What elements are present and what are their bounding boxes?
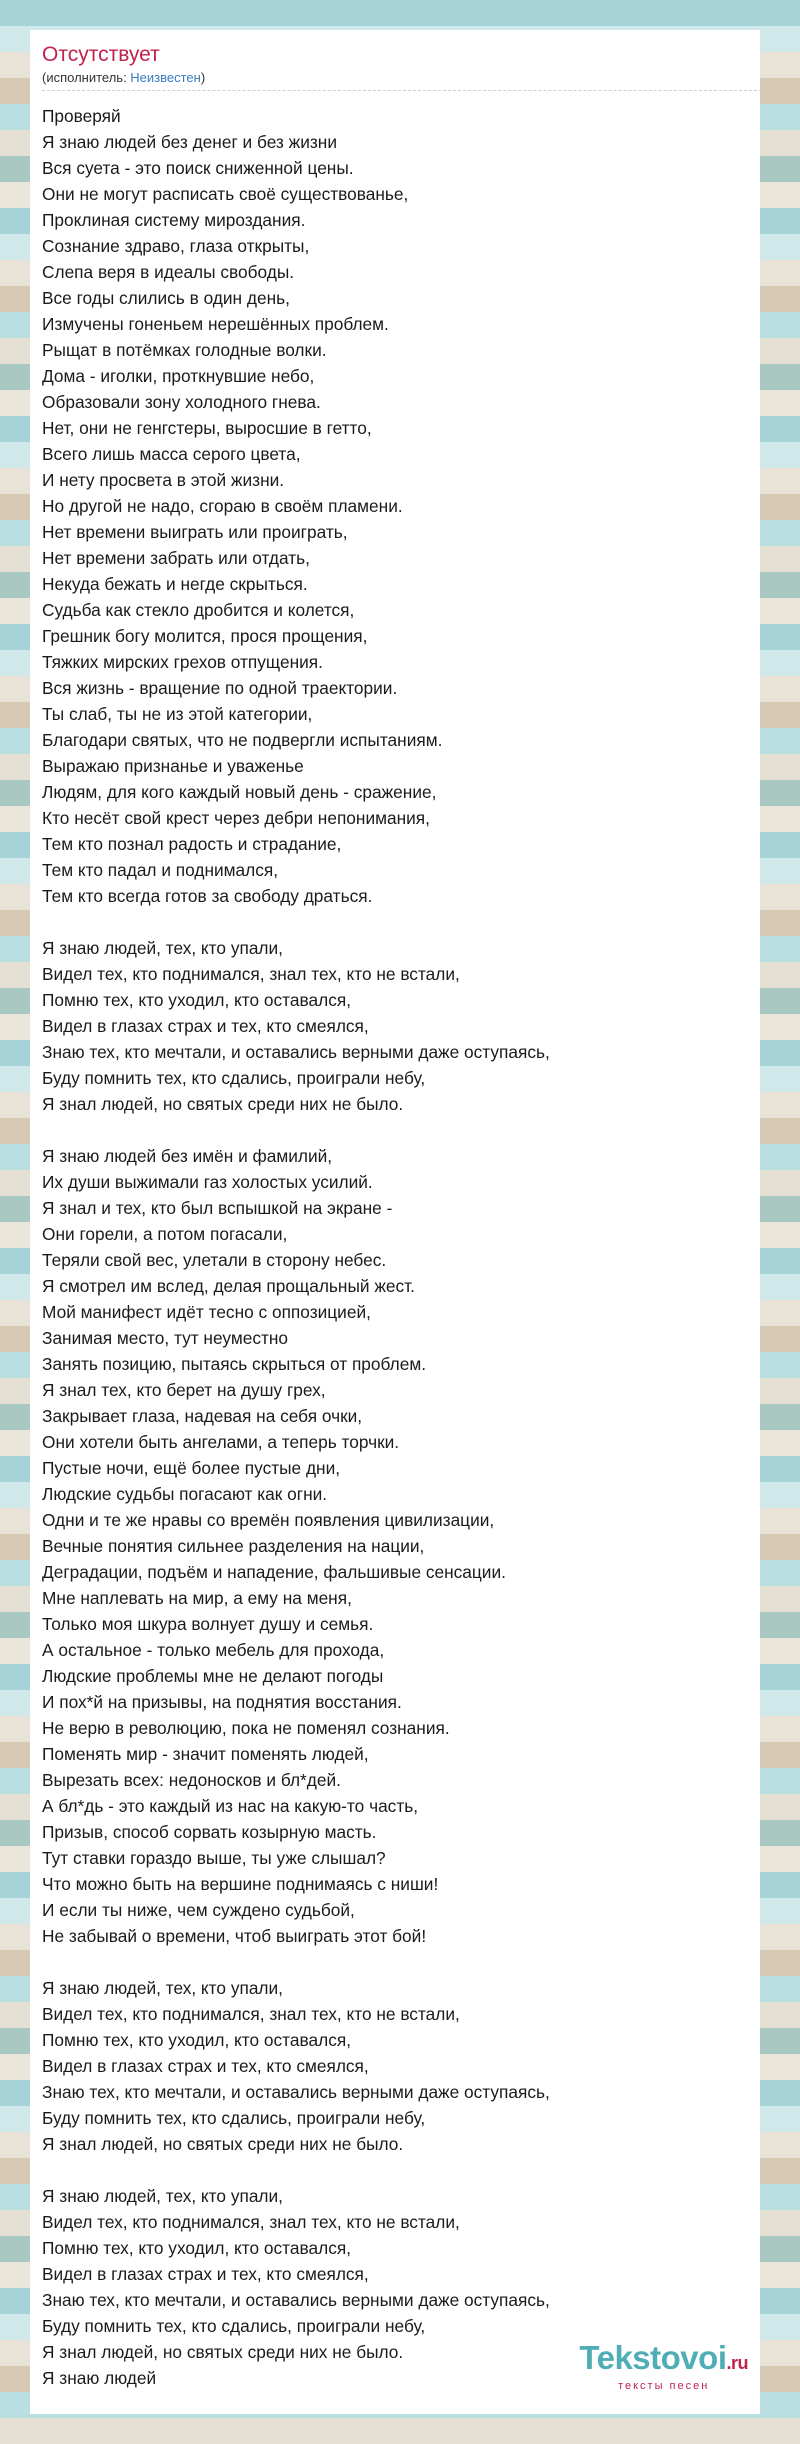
lyric-line: Я знаю людей, тех, кто упали, <box>42 1978 283 1998</box>
lyric-line: Видел тех, кто поднимался, знал тех, кто не встали, <box>42 2212 460 2232</box>
lyric-line: А бл*дь - это каждый из нас на какую-то часть, <box>42 1796 419 1816</box>
lyric-line: Не верю в революцию, пока не поменял сознания. <box>42 1718 450 1738</box>
lyric-line: Буду помнить тех, кто сдались, проиграли небу, <box>42 2316 426 2336</box>
lyric-line: Тем кто всегда готов за свободу драться. <box>42 886 373 906</box>
lyric-line: А остальное - только мебель для прохода, <box>42 1640 385 1660</box>
lyric-line: Проклиная систему мироздания. <box>42 210 306 230</box>
lyric-line: Измучены гоненьем нерешённых проблем. <box>42 314 389 334</box>
lyric-line: Все годы слились в один день, <box>42 288 290 308</box>
stanza-gap <box>42 1949 748 1975</box>
lyric-line: Людские судьбы погасают как огни. <box>42 1484 328 1504</box>
lyric-line: Что можно быть на вершине поднимаясь с ниши! <box>42 1874 439 1894</box>
lyric-line: Видел в глазах страх и тех, кто смеялся, <box>42 1016 369 1036</box>
lyric-line: Призыв, способ сорвать козырную масть. <box>42 1822 377 1842</box>
lyric-line: Я знаю людей, тех, кто упали, <box>42 938 283 958</box>
artist-suffix: ) <box>200 70 206 85</box>
lyric-line: Всего лишь масса серого цвета, <box>42 444 301 464</box>
header-divider <box>42 90 762 91</box>
lyric-line: Знаю тех, кто мечтали, и оставались верными даже оступаясь, <box>42 1042 550 1062</box>
artist-link[interactable]: Неизвестен <box>130 70 201 85</box>
lyric-line: Их души выжимали газ холостых усилий. <box>42 1172 373 1192</box>
lyric-line: Слепа веря в идеалы свободы. <box>42 262 295 282</box>
lyric-line: Вся суета - это поиск сниженной цены. <box>42 158 354 178</box>
lyric-line: Пустые ночи, ещё более пустые дни, <box>42 1458 341 1478</box>
lyric-line: Знаю тех, кто мечтали, и оставались верными даже оступаясь, <box>42 2082 550 2102</box>
logo-wordmark <box>579 2341 748 2380</box>
lyric-line: Нет времени выиграть или проиграть, <box>42 522 348 542</box>
lyric-line: Видел в глазах страх и тех, кто смеялся, <box>42 2264 369 2284</box>
lyric-line: Я знал людей, но святых среди них не было. <box>42 2134 404 2154</box>
lyric-line: Я знал людей, но святых среди них не было. <box>42 2342 404 2362</box>
lyric-line: Одни и те же нравы со времён появления цивилизации, <box>42 1510 495 1530</box>
site-logo[interactable] <box>579 2341 748 2392</box>
logo-tld: .ru <box>726 2353 748 2373</box>
lyric-line: Образовали зону холодного гнева. <box>42 392 321 412</box>
lyric-line: Но другой не надо, сгораю в своём пламени. <box>42 496 403 516</box>
lyric-line: Судьба как стекло дробится и колется, <box>42 600 355 620</box>
lyric-line: Помню тех, кто уходил, кто оставался, <box>42 2030 351 2050</box>
lyric-line: И пох*й на призывы, на поднятия восстания. <box>42 1692 402 1712</box>
lyric-line: Я знаю людей, тех, кто упали, <box>42 2186 283 2206</box>
stanza-gap <box>42 909 748 935</box>
lyric-line: Некуда бежать и негде скрыться. <box>42 574 308 594</box>
lyric-line: И если ты ниже, чем суждено судьбой, <box>42 1900 355 1920</box>
lyric-line: Буду помнить тех, кто сдались, проиграли небу, <box>42 1068 426 1088</box>
lyric-line: Занять позицию, пытаясь скрыться от проблем. <box>42 1354 427 1374</box>
lyric-line: Вся жизнь - вращение по одной траектории. <box>42 678 398 698</box>
lyric-line: Вырезать всех: недоносков и бл*дей. <box>42 1770 341 1790</box>
lyric-line: Вечные понятия сильнее разделения на нации, <box>42 1536 425 1556</box>
logo-brand: Tekstovoi <box>579 2339 727 2376</box>
lyric-line: Мне наплевать на мир, а ему на меня, <box>42 1588 352 1608</box>
lyrics-card <box>30 30 760 2414</box>
lyric-line: Я знал и тех, кто был вспышкой на экране - <box>42 1198 393 1218</box>
lyric-line: Помню тех, кто уходил, кто оставался, <box>42 2238 351 2258</box>
lyric-line: Выражаю признанье и уваженье <box>42 756 304 776</box>
lyric-line: Они хотели быть ангелами, а теперь торчки. <box>42 1432 400 1452</box>
lyric-line: Тем кто падал и поднимался, <box>42 860 279 880</box>
lyric-line: Сознание здраво, глаза открыты, <box>42 236 310 256</box>
lyric-line: Кто несёт свой крест через дебри непонимания, <box>42 808 430 828</box>
lyrics-body <box>42 103 748 2391</box>
lyric-line: Видел в глазах страх и тех, кто смеялся, <box>42 2056 369 2076</box>
lyric-line: Рыщат в потёмках голодные волки. <box>42 340 327 360</box>
lyric-line: Тяжких мирских грехов отпущения. <box>42 652 323 672</box>
lyric-line: Знаю тех, кто мечтали, и оставались верными даже оступаясь, <box>42 2290 550 2310</box>
lyric-line: Нет времени забрать или отдать, <box>42 548 310 568</box>
lyric-line: Грешник богу молится, прося прощения, <box>42 626 368 646</box>
lyric-line: Помню тех, кто уходил, кто оставался, <box>42 990 351 1010</box>
lyric-line: Поменять мир - значит поменять людей, <box>42 1744 369 1764</box>
lyric-line: Я смотрел им вслед, делая прощальный жест. <box>42 1276 415 1296</box>
logo-tagline: тексты песен <box>618 2380 710 2392</box>
lyric-line: Только моя шкура волнует душу и семья. <box>42 1614 374 1634</box>
lyric-line: Дома - иголки, проткнувшие небо, <box>42 366 315 386</box>
artist-line <box>42 69 748 87</box>
lyric-line: Буду помнить тех, кто сдались, проиграли небу, <box>42 2108 426 2128</box>
lyric-line: Закрывает глаза, надевая на себя очки, <box>42 1406 363 1426</box>
lyric-line: Мой манифест идёт тесно с оппозицией, <box>42 1302 371 1322</box>
song-title: Отсутствует <box>42 43 160 66</box>
lyric-line: Я знаю людей <box>42 2368 157 2388</box>
lyric-line: Я знаю людей без денег и без жизни <box>42 132 337 152</box>
lyric-line: Людям, для кого каждый новый день - сражение, <box>42 782 437 802</box>
lyric-line: Тут ставки гораздо выше, ты уже слышал? <box>42 1848 386 1868</box>
lyric-line: Тем кто познал радость и страдание, <box>42 834 342 854</box>
lyric-line: Они горели, а потом погасали, <box>42 1224 288 1244</box>
lyric-line: Деградации, подъём и нападение, фальшивые сенсации. <box>42 1562 506 1582</box>
lyric-line: И нету просвета в этой жизни. <box>42 470 285 490</box>
lyric-line: Теряли свой вес, улетали в сторону небес. <box>42 1250 387 1270</box>
lyric-line: Не забывай о времени, чтоб выиграть этот бой! <box>42 1926 427 1946</box>
lyric-line: Проверяй <box>42 106 121 126</box>
stanza-gap <box>42 1117 748 1143</box>
lyric-line: Людские проблемы мне не делают погоды <box>42 1666 384 1686</box>
artist-prefix: (исполнитель: <box>42 70 131 85</box>
lyric-line: Видел тех, кто поднимался, знал тех, кто не встали, <box>42 964 460 984</box>
lyric-line: Благодари святых, что не подвергли испытаниям. <box>42 730 443 750</box>
lyric-line: Я знал людей, но святых среди них не было. <box>42 1094 404 1114</box>
lyric-line: Они не могут расписать своё существованье, <box>42 184 409 204</box>
lyric-line: Ты слаб, ты не из этой категории, <box>42 704 313 724</box>
lyric-line: Я знаю людей без имён и фамилий, <box>42 1146 333 1166</box>
lyric-line: Занимая место, тут неуместно <box>42 1328 289 1348</box>
stanza-gap <box>42 2157 748 2183</box>
lyric-line: Видел тех, кто поднимался, знал тех, кто не встали, <box>42 2004 460 2024</box>
lyric-line: Нет, они не генгстеры, выросшие в гетто, <box>42 418 372 438</box>
lyric-line: Я знал тех, кто берет на душу грех, <box>42 1380 326 1400</box>
